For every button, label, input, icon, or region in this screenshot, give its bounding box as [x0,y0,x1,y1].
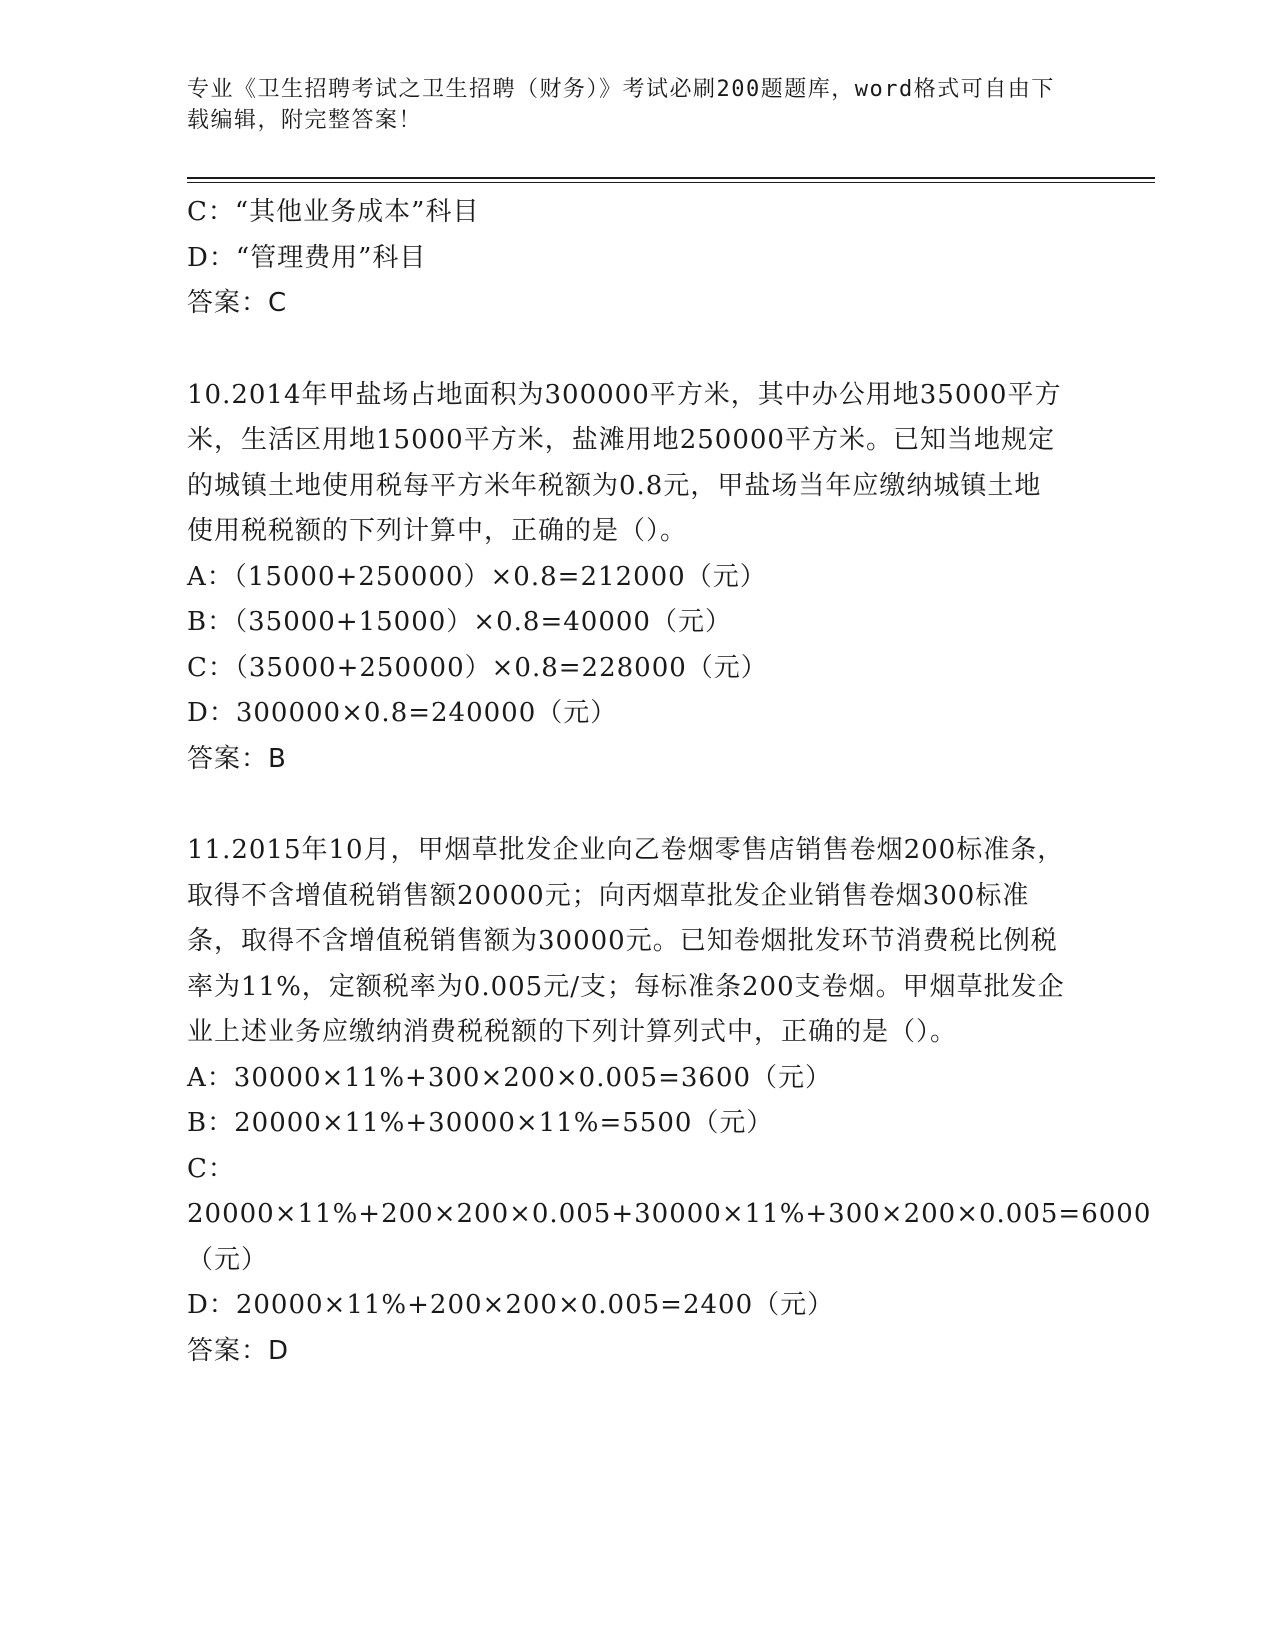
answer-line: 答案：D [187,1335,290,1366]
option-d: D：20000×11%+200×200×0.005=2400（元） [187,1290,835,1320]
answer-line: 答案：B [187,743,287,774]
header-rule-thin [187,182,1155,183]
answer-line: 答案：C [187,288,288,318]
option-d: D：300000×0.8=240000（元） [187,698,618,728]
option-b: B：20000×11%+30000×11%=5500（元） [187,1108,774,1138]
option-c: C：20000×11%+200×200×0.005+30000×11%+300×200×0.005=6000（元） [187,1153,1152,1275]
document-body [187,190,1152,1374]
option-a: A：（15000+250000）×0.8=212000（元） [187,561,767,592]
question-block [187,373,1087,783]
document-header: 专业《卫生招聘考试之卫生招聘（财务）》考试必刷200题题库，word格式可自由下载编辑，附完整答案！ [187,77,1055,133]
question-stem: 11.2015年10月，甲烟草批发企业向乙卷烟零售店销售卷烟200标准条，取得不含增值税销售额20000元；向丙烟草批发企业销售卷烟300标准条，取得不含增值税销售额为30000元。已知卷烟批发环节消费税比例税率为11%，定额税率为0.005元/支；每标准条200支卷烟。甲烟草批发企业上述业务应缴纳消费税税额的下列计算列式中，正确的是（）。 [187,835,1065,1047]
question-stem: 10.2014年甲盐场占地面积为300000平方米，其中办公用地35000平方米，生活区用地15000平方米，盐滩用地250000平方米。已知当地规定的城镇土地使用税每平方米年税额为0.8元，甲盐场当年应缴纳城镇土地使用税税额的下列计算中，正确的是（）。 [187,379,1062,546]
question-block [187,828,1152,1374]
question-block [187,190,1087,327]
option-d: D：“管理费用”科目 [187,242,427,273]
option-a: A：30000×11%+300×200×0.005=3600（元） [187,1062,833,1093]
option-c: C：“其他业务成本”科目 [187,197,480,227]
header-rule-thick [187,177,1155,179]
option-b: B：（35000+15000）×0.8=40000（元） [187,607,732,637]
option-c: C：（35000+250000）×0.8=228000（元） [187,652,768,683]
